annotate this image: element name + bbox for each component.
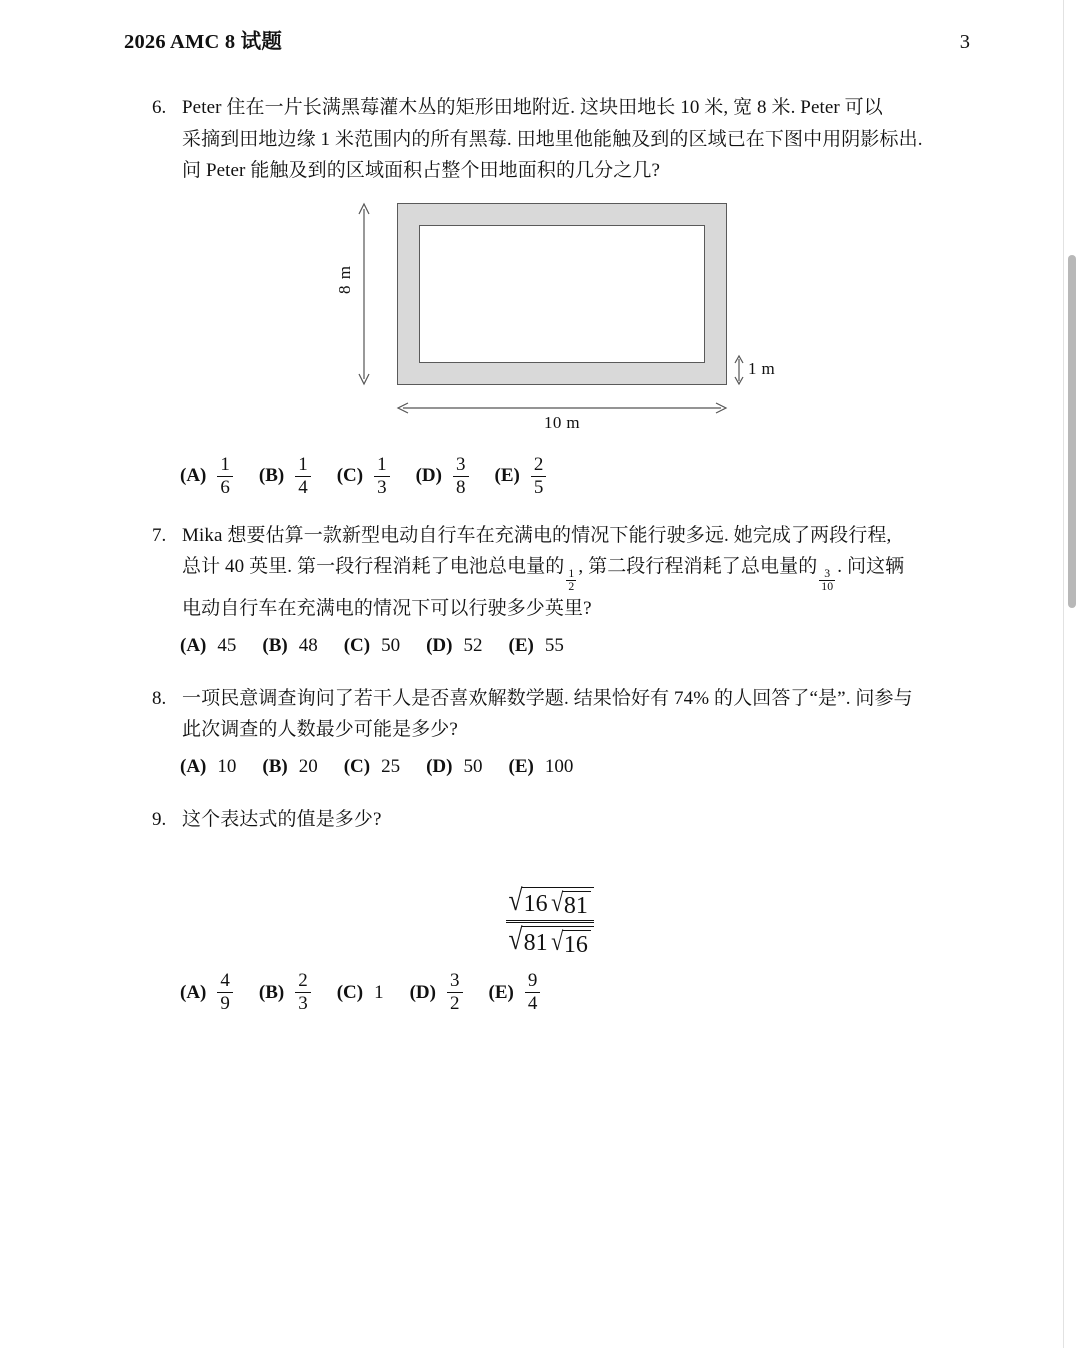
choice-9-a-value bbox=[217, 971, 233, 1014]
problem-9-number: 9. bbox=[152, 808, 167, 830]
choice-6-d-numerator: 3 bbox=[456, 453, 466, 475]
problem-6-figure bbox=[150, 195, 950, 445]
choice-6-b-denominator: 4 bbox=[295, 476, 311, 498]
choice-7-b-label: (B) bbox=[262, 634, 288, 656]
choice-6-d-label: (D) bbox=[415, 465, 442, 487]
choice-6-a[interactable] bbox=[180, 455, 233, 498]
choice-8-b[interactable] bbox=[262, 756, 317, 778]
choice-9-d-denominator: 2 bbox=[447, 992, 463, 1014]
problem-7-line-2-part-b: , 第二段行程消耗了总电量的 bbox=[578, 556, 818, 578]
problem-7-fraction-three-tenths bbox=[819, 568, 835, 593]
page-number: 3 bbox=[959, 31, 970, 53]
choice-9-a-denominator: 9 bbox=[217, 992, 233, 1014]
problem-7-text bbox=[182, 520, 950, 625]
choice-8-b-label: (B) bbox=[262, 755, 288, 777]
denominator-outer-radical bbox=[506, 923, 594, 959]
problem-8-line-1: 一项民意调查询问了若干人是否喜欢解数学题. 结果恰好有 74% 的人回答了“是”. 问参与 bbox=[182, 687, 913, 709]
choice-8-b-value: 20 bbox=[298, 755, 318, 777]
numerator-outer-first-term: 16 bbox=[523, 891, 548, 918]
height-dimension-label: 8 m bbox=[335, 264, 354, 294]
choice-8-e[interactable] bbox=[509, 756, 574, 778]
problem-7-number: 7. bbox=[152, 524, 167, 546]
choice-9-b-label: (B) bbox=[258, 981, 285, 1003]
choice-8-d[interactable] bbox=[426, 756, 482, 778]
problem-9-expression bbox=[150, 884, 950, 959]
choice-9-e[interactable] bbox=[489, 971, 541, 1014]
problem-7-line-3: 电动自行车在充满电的情况下可以行驶多少英里? bbox=[182, 598, 592, 620]
choice-6-d[interactable] bbox=[416, 455, 469, 498]
choice-6-e[interactable] bbox=[495, 455, 547, 498]
problem-9-choices bbox=[150, 971, 950, 1014]
problem-8-line-2: 此次调查的人数最少可能是多少? bbox=[182, 719, 458, 741]
choice-9-b-denominator: 3 bbox=[295, 992, 311, 1014]
choice-6-b-value bbox=[295, 455, 311, 498]
choice-8-a[interactable] bbox=[180, 756, 236, 778]
problem-6 bbox=[150, 92, 950, 498]
choice-7-e-value: 55 bbox=[544, 634, 564, 656]
choice-8-a-label: (A) bbox=[180, 755, 207, 777]
scrollbar-thumb[interactable] bbox=[1068, 255, 1076, 608]
choice-8-e-value: 100 bbox=[544, 755, 574, 777]
numerator-inner-radicand: 81 bbox=[562, 891, 591, 918]
choice-8-c-value: 25 bbox=[381, 755, 401, 777]
choice-6-c-denominator: 3 bbox=[374, 476, 390, 498]
choice-7-a[interactable] bbox=[180, 635, 236, 657]
choice-9-a-numerator: 4 bbox=[220, 970, 230, 992]
problem-7-fraction-one-half bbox=[566, 568, 576, 593]
problem-7 bbox=[150, 520, 950, 657]
choice-6-c-numerator: 1 bbox=[377, 453, 387, 475]
choice-9-a[interactable] bbox=[180, 971, 233, 1014]
choice-6-a-label: (A) bbox=[180, 465, 207, 487]
choice-6-e-label: (E) bbox=[494, 465, 520, 487]
fraction-numerator bbox=[506, 884, 594, 920]
denominator-inner-radical bbox=[549, 927, 591, 959]
denominator-outer-first-term: 81 bbox=[523, 930, 548, 957]
problem-6-line-1: Peter 住在一片长满黑莓灌木丛的矩形田地附近. 这块田地长 10 米, 宽 8 米. Peter 可以 bbox=[182, 97, 883, 118]
height-dimension-arrow bbox=[363, 203, 365, 385]
problem-8-text bbox=[182, 683, 950, 746]
choice-8-e-label: (E) bbox=[508, 755, 534, 777]
choice-6-e-value bbox=[531, 455, 547, 498]
choice-9-e-label: (E) bbox=[488, 981, 514, 1003]
choice-9-d[interactable] bbox=[410, 971, 463, 1014]
choice-9-e-denominator: 4 bbox=[525, 992, 541, 1014]
choice-6-c-label: (C) bbox=[336, 465, 364, 487]
choice-6-d-denominator: 8 bbox=[453, 476, 469, 498]
choice-6-e-numerator: 2 bbox=[533, 453, 544, 475]
problem-7-line-2 bbox=[182, 551, 950, 593]
choice-9-e-numerator: 9 bbox=[527, 970, 538, 992]
choice-9-c-label: (C) bbox=[336, 981, 364, 1003]
choice-8-c[interactable] bbox=[344, 756, 400, 778]
numerator-inner-radical bbox=[549, 888, 591, 920]
choice-7-c-value: 50 bbox=[381, 634, 401, 656]
numerator-outer-radical bbox=[506, 884, 594, 920]
problem-7-line-2-part-c: . 问这辆 bbox=[837, 556, 905, 578]
denominator-outer-radicand bbox=[522, 926, 594, 957]
content-column bbox=[150, 92, 950, 1020]
nested-radical-fraction bbox=[506, 884, 594, 959]
problem-6-line-2: 采摘到田地边缘 1 米范围内的所有黑莓. 田地里他能触及到的区域已在下图中用阴影标出. bbox=[182, 128, 923, 150]
denominator-inner-radicand: 16 bbox=[562, 930, 591, 957]
choice-9-c-value: 1 bbox=[374, 981, 384, 1003]
width-dimension-label: 10 m bbox=[543, 412, 581, 432]
problem-9 bbox=[150, 804, 950, 1015]
problem-6-choices bbox=[150, 455, 950, 498]
fraction-three-tenths-denominator: 10 bbox=[821, 580, 834, 594]
fraction-one-half-denominator: 2 bbox=[568, 580, 575, 594]
choice-7-a-value: 45 bbox=[217, 634, 237, 656]
radical-icon: √ bbox=[550, 927, 563, 957]
choice-7-b-value: 48 bbox=[298, 634, 318, 656]
choice-8-c-label: (C) bbox=[343, 755, 371, 777]
fraction-one-half-numerator: 1 bbox=[568, 567, 575, 581]
problem-6-line-3: 问 Peter 能触及到的区域面积占整个田地面积的几分之几? bbox=[182, 160, 660, 181]
radical-icon: √ bbox=[550, 888, 563, 918]
choice-6-d-value bbox=[453, 455, 469, 498]
choice-7-e-label: (E) bbox=[508, 634, 534, 656]
radical-icon: √ bbox=[508, 923, 523, 957]
problem-8-number: 8. bbox=[152, 687, 167, 709]
choice-6-c[interactable] bbox=[337, 455, 390, 498]
choice-7-c-label: (C) bbox=[343, 634, 371, 656]
problem-7-choices bbox=[150, 635, 950, 657]
choice-8-d-value: 50 bbox=[463, 755, 483, 777]
choice-9-b[interactable] bbox=[259, 971, 311, 1014]
band-dimension-label: 1 m bbox=[748, 358, 776, 378]
choice-8-a-value: 10 bbox=[217, 755, 237, 777]
choice-7-d-label: (D) bbox=[426, 634, 453, 656]
problem-6-number: 6. bbox=[152, 97, 167, 118]
choice-7-a-label: (A) bbox=[180, 634, 207, 656]
choice-9-b-value bbox=[295, 971, 311, 1014]
choice-9-a-label: (A) bbox=[180, 981, 207, 1003]
choice-7-c[interactable] bbox=[344, 635, 400, 657]
choice-6-a-denominator: 6 bbox=[217, 476, 233, 498]
problem-8 bbox=[150, 683, 950, 778]
vertical-scrollbar[interactable] bbox=[1063, 0, 1080, 1348]
choice-6-c-value bbox=[374, 455, 390, 498]
problem-7-line-1: Mika 想要估算一款新型电动自行车在充满电的情况下能行驶多远. 她完成了两段行程, bbox=[182, 524, 892, 546]
choice-7-b[interactable] bbox=[262, 635, 317, 657]
choice-6-b-numerator: 1 bbox=[298, 453, 308, 475]
choice-6-e-denominator: 5 bbox=[531, 476, 547, 498]
radical-icon: √ bbox=[508, 884, 523, 918]
width-dimension-arrow bbox=[397, 407, 727, 409]
page-header bbox=[124, 24, 970, 58]
choice-9-d-label: (D) bbox=[409, 981, 436, 1003]
choice-9-e-value bbox=[525, 971, 541, 1014]
band-dimension-arrow bbox=[738, 355, 740, 385]
problem-9-text bbox=[182, 804, 950, 836]
fraction-three-tenths-numerator: 3 bbox=[824, 567, 831, 581]
choice-9-d-numerator: 3 bbox=[450, 970, 460, 992]
choice-6-b[interactable] bbox=[259, 455, 311, 498]
numerator-outer-radicand bbox=[522, 887, 594, 918]
choice-6-b-label: (B) bbox=[258, 465, 285, 487]
problem-9-line-1: 这个表达式的值是多少? bbox=[182, 808, 382, 830]
choice-7-d[interactable] bbox=[426, 635, 482, 657]
header-title: 2026 AMC 8 试题 bbox=[124, 31, 283, 53]
problem-7-line-2-part-a: 总计 40 英里. 第一段行程消耗了电池总电量的 bbox=[182, 556, 565, 578]
choice-6-a-numerator: 1 bbox=[220, 453, 230, 475]
choice-7-d-value: 52 bbox=[463, 634, 483, 656]
choice-9-d-value bbox=[447, 971, 463, 1014]
choice-8-d-label: (D) bbox=[426, 755, 453, 777]
field-inner-rectangle bbox=[419, 225, 705, 363]
choice-7-e[interactable] bbox=[509, 635, 564, 657]
problem-8-choices bbox=[150, 756, 950, 778]
choice-6-a-value bbox=[217, 455, 233, 498]
choice-9-b-numerator: 2 bbox=[298, 970, 308, 992]
choice-9-c[interactable] bbox=[337, 982, 384, 1004]
problem-6-text bbox=[182, 92, 950, 187]
fraction-denominator bbox=[506, 923, 594, 957]
